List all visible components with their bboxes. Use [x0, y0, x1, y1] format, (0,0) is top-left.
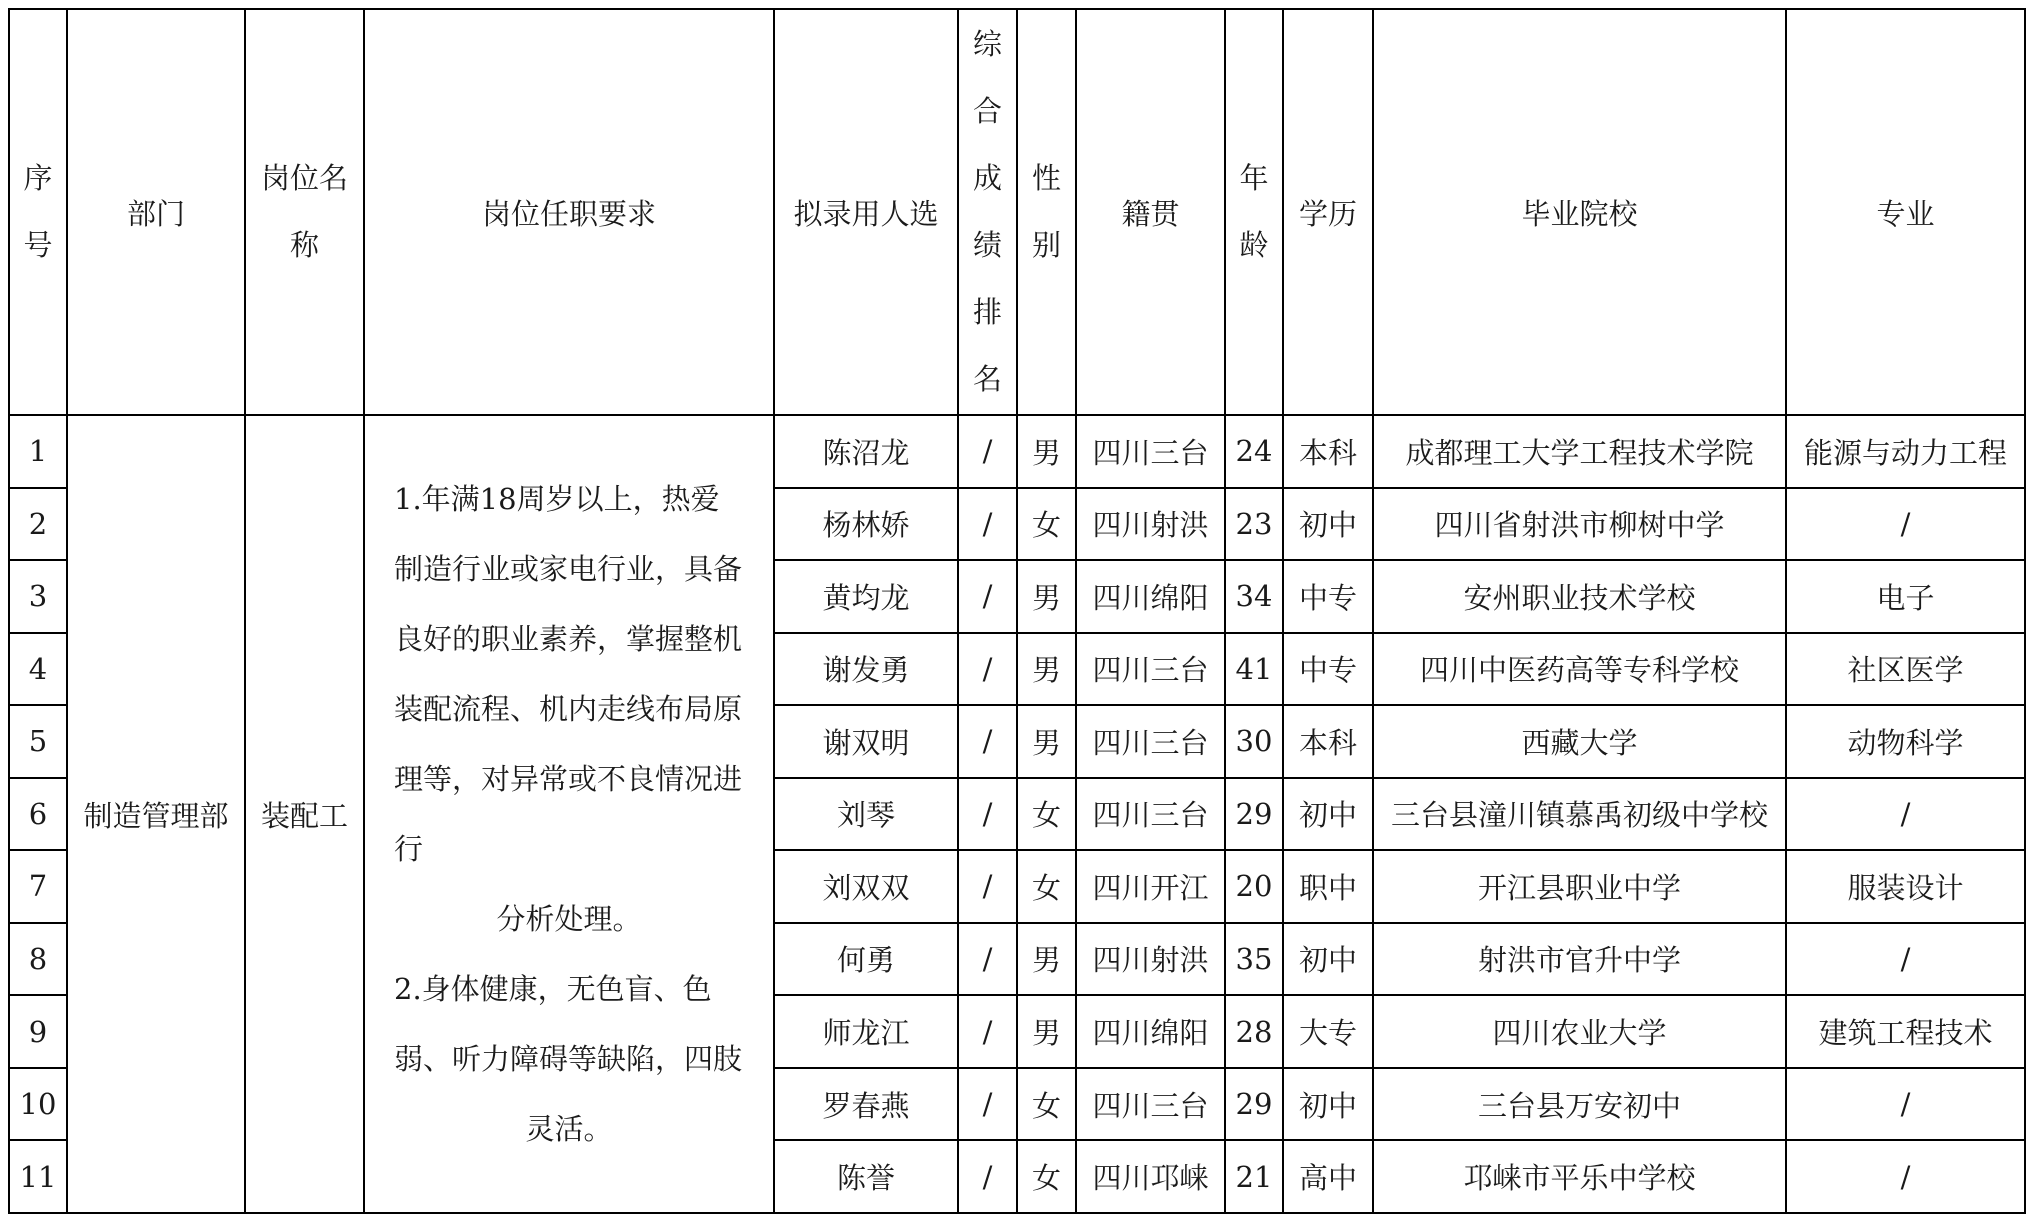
- requirements-cell: [364, 415, 774, 1213]
- requirements-text: [394, 464, 744, 1164]
- education-level: 初中: [1283, 1068, 1373, 1141]
- rank-value: /: [958, 560, 1017, 633]
- gender-value: 女: [1017, 1140, 1076, 1213]
- header-seq: 序号: [9, 9, 67, 415]
- requirement-item-2-tail: 灵活。: [525, 1112, 613, 1146]
- age-value: 34: [1225, 560, 1283, 633]
- school-name: 开江县职业中学: [1373, 850, 1786, 923]
- candidate-name: 谢发勇: [774, 633, 958, 706]
- candidate-name: 刘琴: [774, 778, 958, 851]
- rank-value: /: [958, 923, 1017, 996]
- gender-value: 女: [1017, 778, 1076, 851]
- header-major: 专业: [1786, 9, 2025, 415]
- gender-value: 男: [1017, 705, 1076, 778]
- age-value: 29: [1225, 778, 1283, 851]
- gender-value: 女: [1017, 1068, 1076, 1141]
- education-level: 大专: [1283, 995, 1373, 1068]
- education-level: 本科: [1283, 415, 1373, 488]
- header-age: 年龄: [1225, 9, 1283, 415]
- gender-value: 男: [1017, 633, 1076, 706]
- roster-body: [9, 415, 2025, 1213]
- age-value: 21: [1225, 1140, 1283, 1213]
- rank-value: /: [958, 995, 1017, 1068]
- major-name: /: [1786, 923, 2025, 996]
- major-name: /: [1786, 778, 2025, 851]
- candidate-name: 杨林娇: [774, 488, 958, 561]
- header-gender: 性别: [1017, 9, 1076, 415]
- education-level: 初中: [1283, 778, 1373, 851]
- header-candidate: 拟录用人选: [774, 9, 958, 415]
- roster-table-wrapper: [8, 8, 2024, 1214]
- position-cell: 装配工: [245, 415, 364, 1213]
- gender-value: 男: [1017, 415, 1076, 488]
- native-place: 四川三台: [1076, 415, 1225, 488]
- requirement-item-1: 1.年满18周岁以上，热爱制造行业或家电行业，具备良好的职业素养，掌握整机装配流程、机内走线布局原理等，对异常或不良情况进行: [394, 482, 743, 866]
- rank-value: /: [958, 850, 1017, 923]
- native-place: 四川射洪: [1076, 923, 1225, 996]
- header-rank: 综合成绩排名: [958, 9, 1017, 415]
- header-dept: 部门: [67, 9, 245, 415]
- candidate-name: 刘双双: [774, 850, 958, 923]
- major-name: 电子: [1786, 560, 2025, 633]
- rank-value: /: [958, 1140, 1017, 1213]
- row-seq: 4: [9, 633, 67, 706]
- row-seq: 10: [9, 1068, 67, 1141]
- school-name: 射洪市官升中学: [1373, 923, 1786, 996]
- native-place: 四川射洪: [1076, 488, 1225, 561]
- native-place: 四川三台: [1076, 778, 1225, 851]
- dept-cell: 制造管理部: [67, 415, 245, 1213]
- candidate-name: 师龙江: [774, 995, 958, 1068]
- education-level: 初中: [1283, 923, 1373, 996]
- age-value: 23: [1225, 488, 1283, 561]
- requirement-item-2: 2.身体健康，无色盲、色弱、听力障碍等缺陷，四肢: [394, 972, 743, 1076]
- education-level: 高中: [1283, 1140, 1373, 1213]
- major-name: /: [1786, 1068, 2025, 1141]
- table-row: [9, 415, 2025, 488]
- education-level: 中专: [1283, 560, 1373, 633]
- candidate-name: 陈沼龙: [774, 415, 958, 488]
- school-name: 三台县潼川镇慕禹初级中学校: [1373, 778, 1786, 851]
- native-place: 四川三台: [1076, 705, 1225, 778]
- row-seq: 9: [9, 995, 67, 1068]
- row-seq: 11: [9, 1140, 67, 1213]
- header-position: 岗位名称: [245, 9, 364, 415]
- major-name: /: [1786, 488, 2025, 561]
- rank-value: /: [958, 415, 1017, 488]
- major-name: 社区医学: [1786, 633, 2025, 706]
- row-seq: 1: [9, 415, 67, 488]
- school-name: 四川农业大学: [1373, 995, 1786, 1068]
- candidate-name: 谢双明: [774, 705, 958, 778]
- native-place: 四川绵阳: [1076, 995, 1225, 1068]
- age-value: 28: [1225, 995, 1283, 1068]
- gender-value: 男: [1017, 923, 1076, 996]
- education-level: 职中: [1283, 850, 1373, 923]
- rank-value: /: [958, 633, 1017, 706]
- rank-value: /: [958, 1068, 1017, 1141]
- native-place: 四川三台: [1076, 633, 1225, 706]
- age-value: 24: [1225, 415, 1283, 488]
- age-value: 35: [1225, 923, 1283, 996]
- major-name: 动物科学: [1786, 705, 2025, 778]
- education-level: 本科: [1283, 705, 1373, 778]
- age-value: 41: [1225, 633, 1283, 706]
- school-name: 四川中医药高等专科学校: [1373, 633, 1786, 706]
- major-name: 建筑工程技术: [1786, 995, 2025, 1068]
- requirement-item-1-tail: 分析处理。: [496, 902, 642, 936]
- rank-value: /: [958, 705, 1017, 778]
- candidate-roster-table: [8, 8, 2026, 1214]
- age-value: 20: [1225, 850, 1283, 923]
- school-name: 邛崃市平乐中学校: [1373, 1140, 1786, 1213]
- row-seq: 6: [9, 778, 67, 851]
- major-name: 服装设计: [1786, 850, 2025, 923]
- candidate-name: 陈誉: [774, 1140, 958, 1213]
- row-seq: 7: [9, 850, 67, 923]
- school-name: 四川省射洪市柳树中学: [1373, 488, 1786, 561]
- header-school: 毕业院校: [1373, 9, 1786, 415]
- candidate-name: 罗春燕: [774, 1068, 958, 1141]
- gender-value: 男: [1017, 995, 1076, 1068]
- major-name: /: [1786, 1140, 2025, 1213]
- school-name: 西藏大学: [1373, 705, 1786, 778]
- native-place: 四川三台: [1076, 1068, 1225, 1141]
- education-level: 初中: [1283, 488, 1373, 561]
- school-name: 三台县万安初中: [1373, 1068, 1786, 1141]
- native-place: 四川绵阳: [1076, 560, 1225, 633]
- row-seq: 5: [9, 705, 67, 778]
- row-seq: 3: [9, 560, 67, 633]
- header-native: 籍贯: [1076, 9, 1225, 415]
- school-name: 成都理工大学工程技术学院: [1373, 415, 1786, 488]
- candidate-name: 黄均龙: [774, 560, 958, 633]
- gender-value: 女: [1017, 488, 1076, 561]
- candidate-name: 何勇: [774, 923, 958, 996]
- age-value: 30: [1225, 705, 1283, 778]
- native-place: 四川开江: [1076, 850, 1225, 923]
- header-row: [9, 9, 2025, 415]
- gender-value: 女: [1017, 850, 1076, 923]
- row-seq: 2: [9, 488, 67, 561]
- education-level: 中专: [1283, 633, 1373, 706]
- school-name: 安州职业技术学校: [1373, 560, 1786, 633]
- header-requirements: 岗位任职要求: [364, 9, 774, 415]
- row-seq: 8: [9, 923, 67, 996]
- gender-value: 男: [1017, 560, 1076, 633]
- native-place: 四川邛崃: [1076, 1140, 1225, 1213]
- rank-value: /: [958, 778, 1017, 851]
- age-value: 29: [1225, 1068, 1283, 1141]
- header-education: 学历: [1283, 9, 1373, 415]
- major-name: 能源与动力工程: [1786, 415, 2025, 488]
- rank-value: /: [958, 488, 1017, 561]
